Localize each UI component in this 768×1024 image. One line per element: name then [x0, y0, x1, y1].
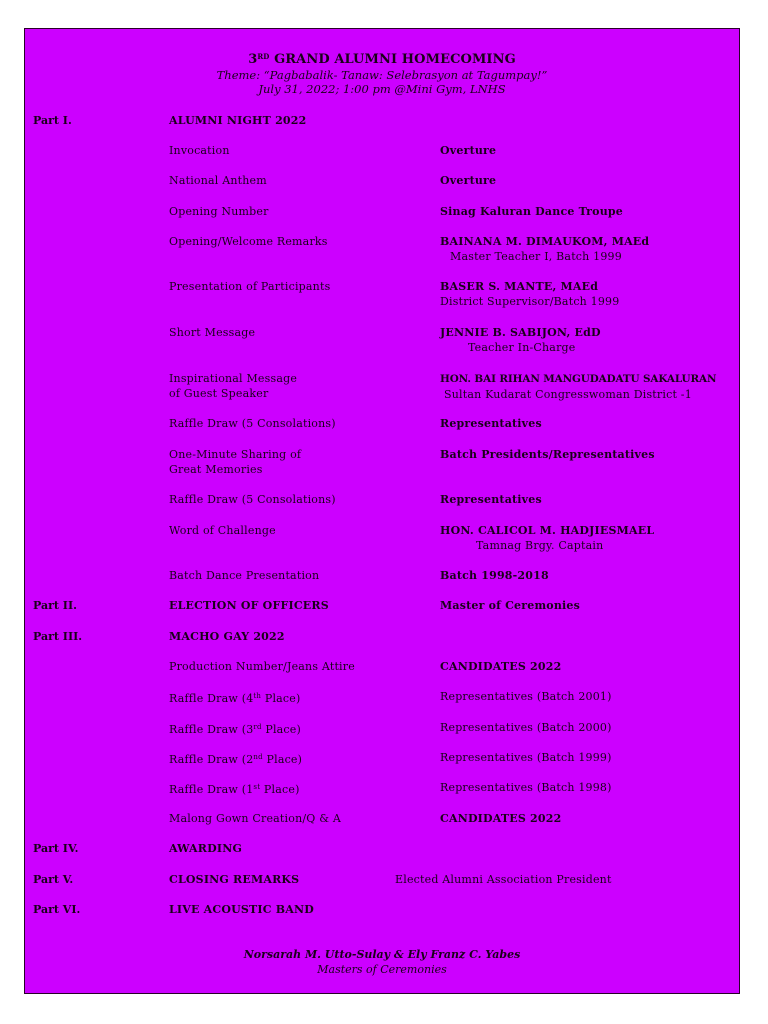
title-ordinal: 3: [248, 52, 258, 67]
program-item-line: One-Minute Sharing of: [169, 448, 302, 461]
responsible-position: Sultan Kudarat Congresswoman District -1: [444, 388, 692, 401]
program-item-line: Great Memories: [169, 463, 263, 476]
responsible-name: Sinag Kaluran Dance Troupe: [440, 205, 623, 218]
program-item-text: Place): [261, 692, 301, 705]
responsible-position: Tamnag Brgy. Captain: [476, 539, 604, 552]
emcee-names: Norsarah M. Utto-Sulay & Ely Franz C. Yabes: [243, 948, 521, 961]
program-responsible: [440, 780, 612, 795]
responsible-name: HON. CALICOL M. HADJIESMAEL: [440, 524, 655, 537]
part-label: Part VI.: [33, 903, 81, 916]
program-item: National Anthem: [169, 174, 267, 187]
program-responsible: [440, 279, 619, 309]
title-ordinal-suffix: RD: [257, 52, 270, 61]
part-heading: LIVE ACOUSTIC BAND: [169, 903, 314, 916]
ordinal-suffix: th: [253, 692, 262, 700]
program-item: Short Message: [169, 326, 256, 339]
ordinal-suffix: st: [253, 783, 261, 791]
part-label: Part V.: [33, 873, 74, 886]
program-responsible: [440, 447, 655, 462]
program-item: Raffle Draw (5 Consolations): [169, 417, 336, 430]
program-item: Malong Gown Creation/Q & A: [169, 812, 342, 825]
responsible-name: CANDIDATES 2022: [440, 660, 562, 673]
program-responsible: [440, 371, 716, 402]
program-item: [169, 720, 301, 737]
program-item: [169, 780, 300, 797]
program-item: [169, 371, 297, 401]
program-item: Opening Number: [169, 205, 269, 218]
program-item: Production Number/Jeans Attire: [169, 660, 355, 673]
responsible-name: Overture: [440, 144, 497, 157]
responsible-position: District Supervisor/Batch 1999: [440, 295, 620, 308]
program-responsible: [440, 173, 496, 188]
ordinal-suffix: rd: [253, 723, 262, 731]
program-responsible: [440, 659, 561, 674]
program-responsible: [440, 143, 496, 158]
program-responsible: [440, 598, 580, 613]
program-item-text: Place): [261, 723, 301, 736]
responsible-name: Representatives (Batch 1998): [440, 781, 612, 794]
event-date-venue: July 31, 2022; 1:00 pm @Mini Gym, LNHS: [258, 82, 506, 96]
program-page: [24, 28, 740, 994]
program-item: Presentation of Participants: [169, 280, 331, 293]
responsible-name: Representatives (Batch 1999): [440, 751, 612, 764]
responsible-name: Master of Ceremonies: [440, 599, 580, 612]
program-item-line: of Guest Speaker: [169, 387, 269, 400]
part-heading: MACHO GAY 2022: [169, 630, 285, 643]
program-item-text: Place): [262, 753, 303, 766]
part-heading: AWARDING: [169, 842, 243, 855]
event-title: [25, 49, 739, 68]
program-item-text: Place): [260, 783, 300, 796]
program-item: [169, 447, 301, 477]
program-responsible: [440, 492, 542, 507]
responsible-name: Representatives (Batch 2000): [440, 721, 612, 734]
responsible-name: Batch Presidents/Representatives: [440, 448, 655, 461]
title-main: GRAND ALUMNI HOMECOMING: [269, 52, 516, 67]
program-item-text: Raffle Draw (3: [169, 723, 254, 736]
program-item: [169, 689, 300, 706]
ordinal-suffix: nd: [253, 753, 263, 761]
responsible-name: Representatives: [440, 417, 542, 430]
responsible-name: Batch 1998-2018: [440, 569, 549, 582]
program-responsible: [440, 750, 612, 765]
program-item-line: Inspirational Message: [169, 372, 298, 385]
part-label: Part I.: [33, 114, 72, 127]
responsible-name: BASER S. MANTE, MAEd: [440, 280, 599, 293]
responsible-name: HON. BAI RIHAN MANGUDADATU SAKALURAN: [440, 373, 717, 385]
responsible-name: BAINANA M. DIMAUKOM, MAEd: [440, 235, 650, 248]
part-heading: ELECTION OF OFFICERS: [169, 599, 329, 612]
program-responsible: [440, 811, 561, 826]
program-item: [169, 750, 302, 767]
program-responsible: [440, 523, 654, 553]
part-label: Part IV.: [33, 842, 79, 855]
responsible-name: Representatives: [440, 493, 542, 506]
program-item: Raffle Draw (5 Consolations): [169, 493, 336, 506]
responsible-position: Master Teacher I, Batch 1999: [450, 250, 622, 263]
program-responsible: [440, 689, 612, 704]
responsible-name: CANDIDATES 2022: [440, 812, 562, 825]
responsible-name: Representatives (Batch 2001): [440, 690, 612, 703]
program-item: Invocation: [169, 144, 230, 157]
part-label: Part III.: [33, 630, 83, 643]
program-item-text: Raffle Draw (2: [169, 753, 254, 766]
part-heading: CLOSING REMARKS: [169, 873, 300, 886]
program-responsible: [440, 720, 612, 735]
responsible-name: JENNIE B. SABIJON, EdD: [440, 326, 601, 339]
program-item: Opening/Welcome Remarks: [169, 235, 328, 248]
part-heading: ALUMNI NIGHT 2022: [169, 114, 307, 127]
program-footer: [25, 947, 739, 977]
program-item-text: Raffle Draw (4: [169, 692, 254, 705]
program-responsible: [395, 872, 612, 887]
program-item: Word of Challenge: [169, 524, 276, 537]
program-responsible: [440, 325, 601, 355]
emcee-role: Masters of Ceremonies: [317, 963, 447, 976]
program-responsible: [440, 416, 542, 431]
program-item-text: Raffle Draw (1: [169, 783, 254, 796]
program-responsible: [440, 204, 623, 219]
responsible-position: Teacher In-Charge: [468, 341, 576, 354]
responsible-name: Elected Alumni Association President: [395, 873, 612, 886]
program-header: [25, 49, 739, 96]
program-responsible: [440, 234, 649, 264]
part-label: Part II.: [33, 599, 77, 612]
responsible-name: Overture: [440, 174, 497, 187]
program-item: Batch Dance Presentation: [169, 569, 320, 582]
event-theme: Theme: “Pagbabalik- Tanaw: Selebrasyon at Tagumpay!”: [216, 68, 548, 82]
program-responsible: [440, 568, 549, 583]
